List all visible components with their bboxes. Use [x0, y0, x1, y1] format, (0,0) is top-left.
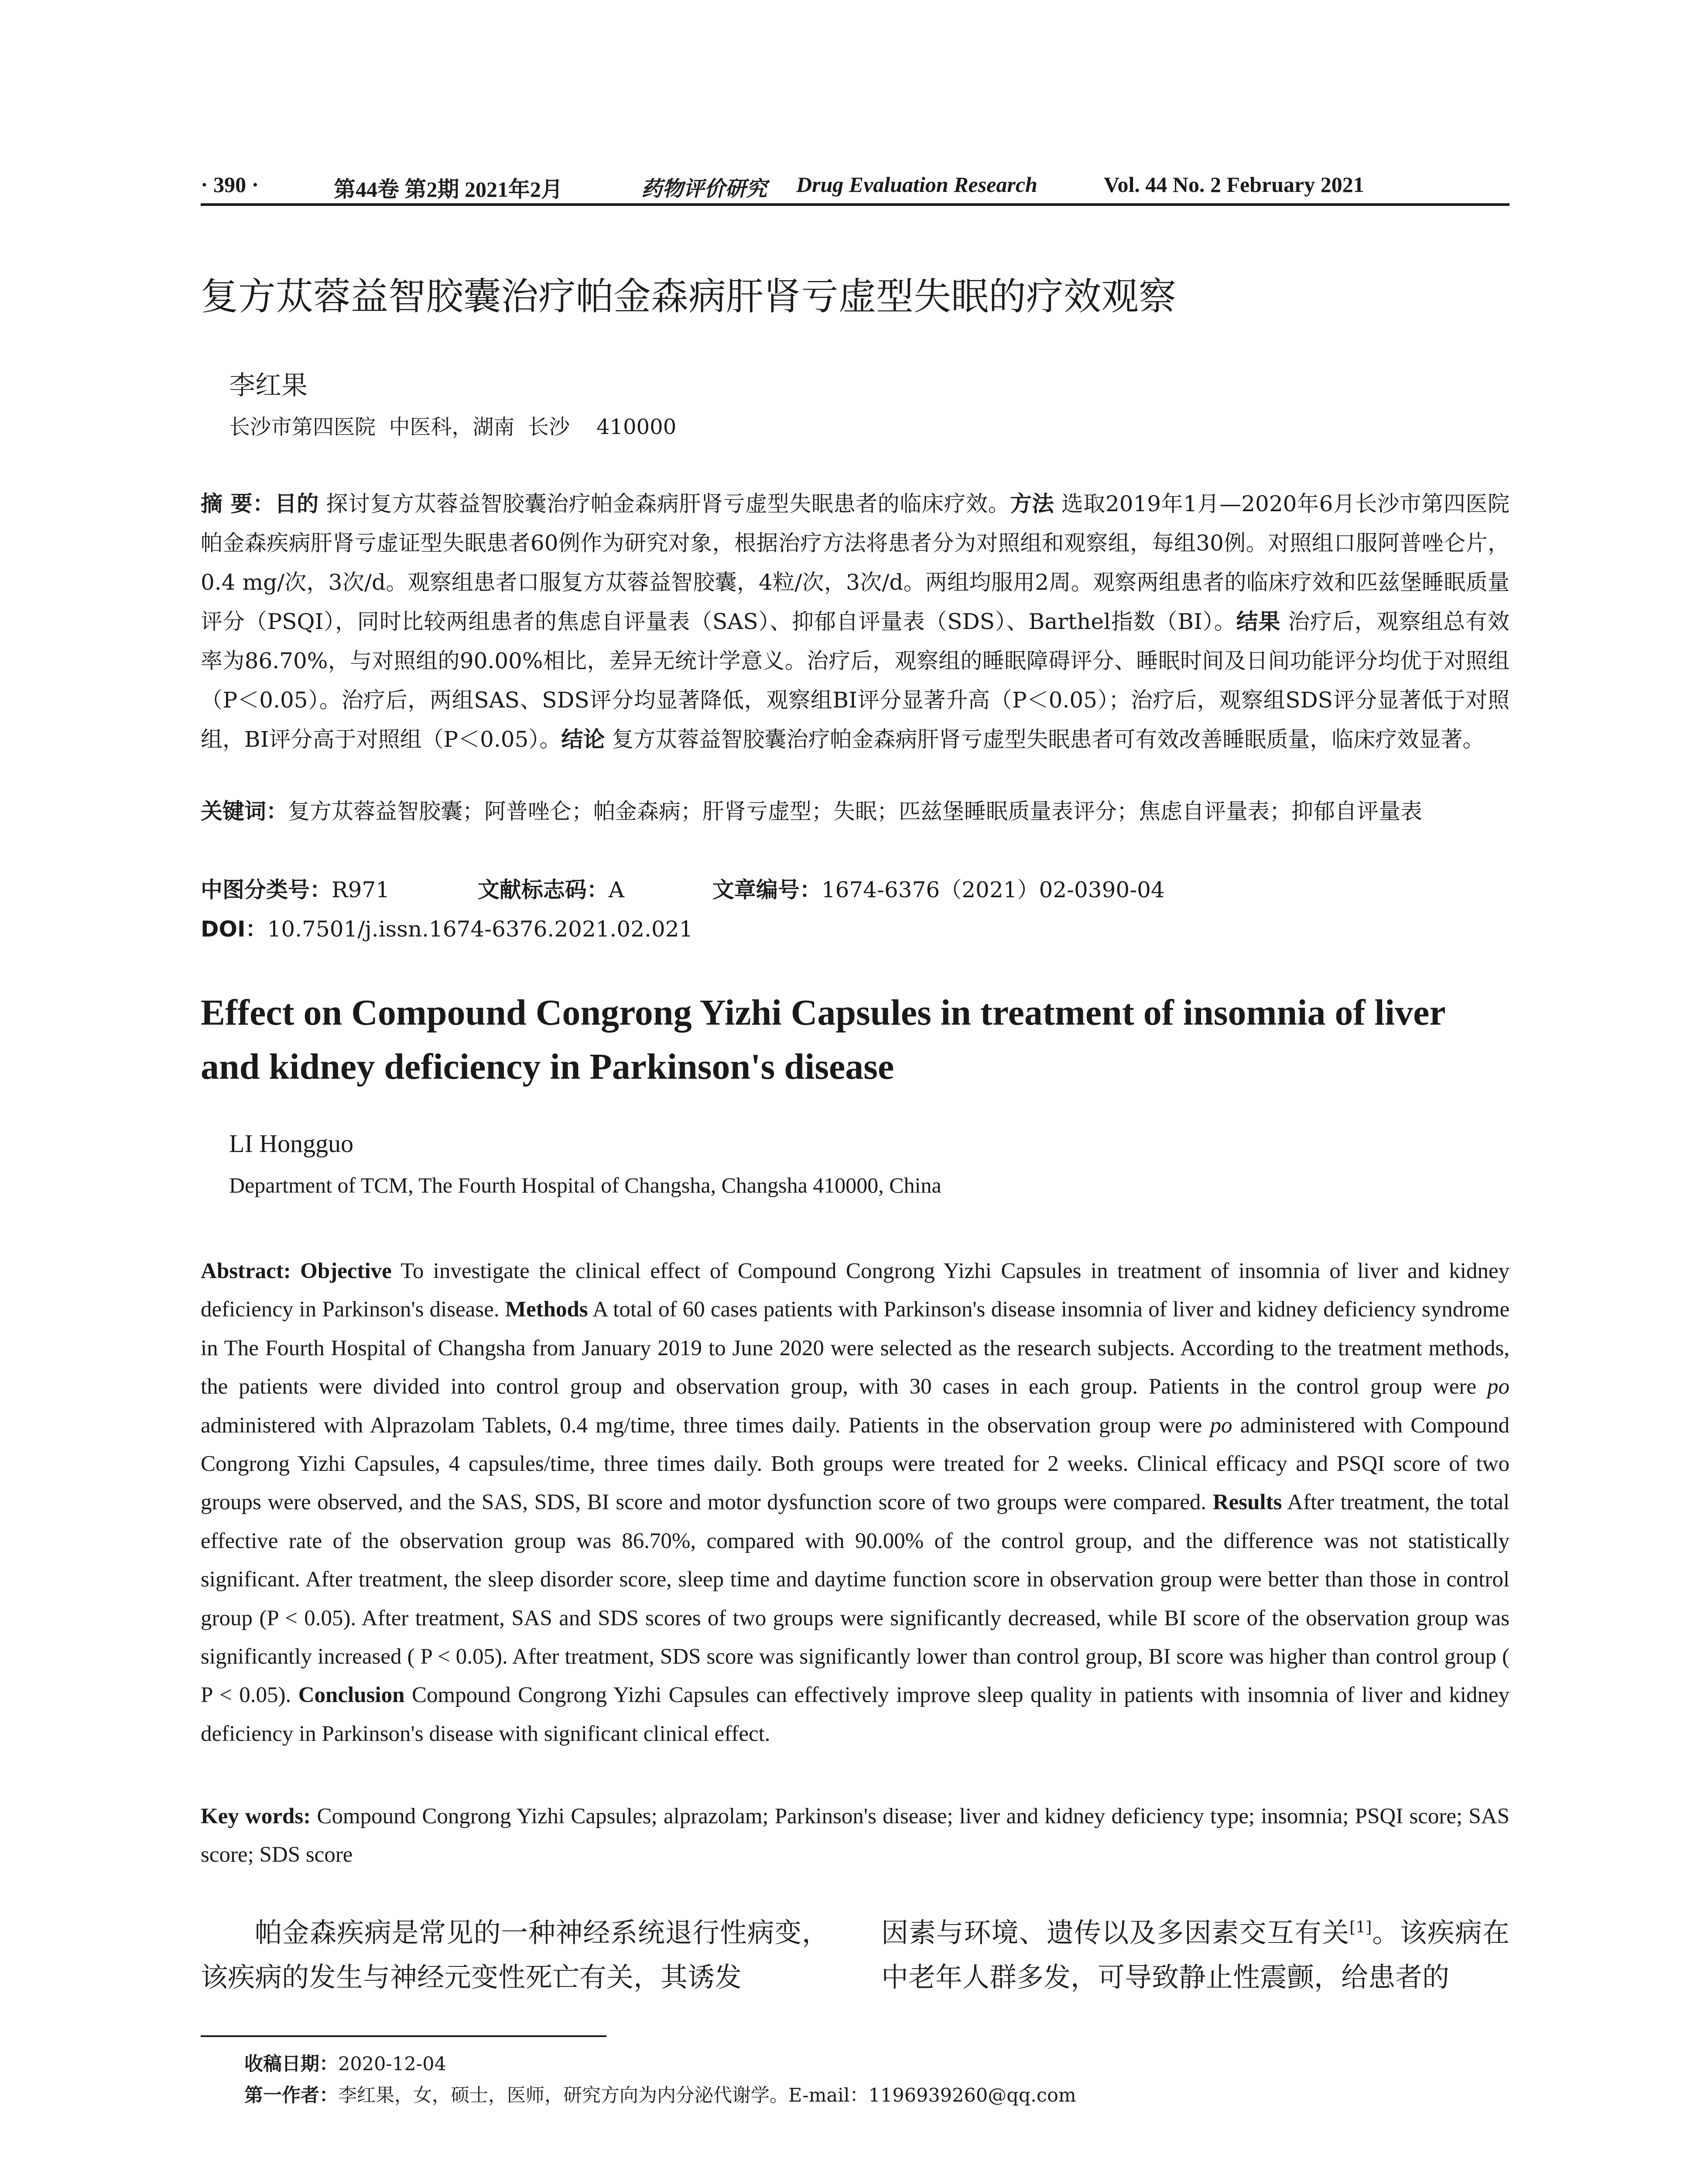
- cn-issue-info: 第44卷 第2期 2021年2月: [334, 177, 563, 202]
- en-keywords-text: Compound Congrong Yizhi Capsules; alprazolam; Parkinson's disease; liver and kidney deficiency type; insomnia; PSQI score; SAS score; SDS score: [201, 1804, 1509, 1867]
- reference-marker[interactable]: [1]: [1349, 1918, 1372, 1937]
- cn-keywords-text: 复方苁蓉益智胶囊；阿普唑仑；帕金森病；肝肾亏虚型；失眠；匹兹堡睡眠质量表评分；焦虑自评量表；抑郁自评量表: [288, 799, 1422, 824]
- cn-objective-label: 目的: [274, 491, 319, 516]
- cn-affiliation: 长沙市第四医院 中医科，湖南 长沙 410000: [229, 415, 677, 439]
- body-text-right-a: 因素与环境、遗传以及多因素交互有关: [881, 1917, 1350, 1949]
- received-date-label: 收稿日期：: [244, 2053, 338, 2075]
- doi-label: DOI：: [201, 916, 267, 942]
- en-methods-part-b: administered with Alprazolam Tablets, 0.4 mg/time, three times daily. Patients in the observation group were: [201, 1413, 1210, 1438]
- body-paragraph-left: 帕金森疾病是常见的一种神经系统退行性病变，该疾病的发生与神经元变性死亡有关，其诱发: [201, 1917, 829, 1993]
- journal-name-en: Drug Evaluation Research: [796, 172, 1037, 197]
- first-author-info: 李红果，女，硕士，医师，研究方向为内分泌代谢学。E-mail：1196939260@qq.com: [338, 2085, 1076, 2106]
- en-methods-label: Methods: [505, 1297, 588, 1322]
- en-abstract: [201, 1252, 1509, 1753]
- en-methods-part-a: A total of 60 cases patients with Parkinson's disease insomnia of liver and kidney deficiency syndrome in The Fourth Hospital of Changsha from January 2019 to June 2020 were selected as the research subjects. According to the treatment methods, the patients were divided into control group and observation group, with 30 cases in each group. Patients in the control group were: [201, 1297, 1509, 1399]
- page-number: · 390 ·: [201, 172, 259, 197]
- footnote-rule: [201, 2035, 606, 2037]
- doc-code-label: 文献标志码：: [477, 877, 609, 902]
- en-objective: To investigate the clinical effect of Compound Congrong Yizhi Capsules in treatment of insomnia of liver and kidney deficiency in Parkinson's disease.: [201, 1259, 1509, 1322]
- cn-keywords-label: 关键词：: [201, 799, 288, 824]
- doc-code-value: A: [608, 877, 625, 902]
- en-keywords: [201, 1797, 1509, 1874]
- en-author: LI Hongguo: [229, 1129, 354, 1158]
- cn-methods: 选取2019年1月—2020年6月长沙市第四医院帕金森疾病肝肾亏虚证型失眠患者60例作为研究对象，根据治疗方法将患者分为对照组和观察组，每组30例。对照组口服阿普唑仑片，0.4 mg/次，3次/d。观察组患者口服复方苁蓉益智胶囊，4粒/次，3次/d。两组均服用2周。观察两组患者的临床疗效和匹兹堡睡眠质量评分（PSQI），同时比较两组患者的焦虑自评量表（SAS）、抑郁自评量表（SDS）、Barthel指数（BI）。: [201, 491, 1509, 634]
- en-abstract-label: Abstract: Objective: [201, 1259, 392, 1283]
- clc-value: R971: [332, 877, 390, 902]
- en-conclusion: Compound Congrong Yizhi Capsules can effectively improve sleep quality in patients with insomnia of liver and kidney deficiency in Parkinson's disease with significant clinical effect.: [201, 1683, 1509, 1746]
- cn-keywords: [201, 792, 1509, 831]
- en-results: After treatment, the total effective rate of the observation group was 86.70%, compared with 90.00% of the control group, and the difference was not statistically significant. After treatment, the sleep disorder score, sleep time and daytime function score in observation group were better than those in control group (P < 0.05). After treatment, SAS and SDS scores of two groups were significantly decreased, while BI score of the observation group was significantly increased ( P < 0.05). After treatment, SDS score was significantly lower than control group, BI score was higher than control group ( P < 0.05).: [201, 1490, 1509, 1708]
- en-conclusion-label: Conclusion: [298, 1683, 405, 1708]
- cn-classification: [201, 870, 1509, 949]
- cn-objective: 探讨复方苁蓉益智胶囊治疗帕金森病肝肾亏虚型失眠患者的临床疗效。: [318, 491, 1010, 516]
- cn-conclusion-label: 结论: [561, 727, 605, 752]
- body-column-right: [881, 1911, 1509, 2000]
- en-po-2: po: [1210, 1413, 1232, 1438]
- cn-results-label: 结果: [1236, 609, 1281, 634]
- cn-abstract: [201, 484, 1509, 759]
- en-title: Effect on Compound Congrong Yizhi Capsules in treatment of insomnia of liver and kidney deficiency in Parkinson's disease: [201, 992, 1445, 1087]
- cn-author: 李红果: [229, 370, 308, 401]
- clc-label: 中图分类号：: [201, 877, 332, 902]
- en-issue-info: Vol. 44 No. 2 February 2021: [1104, 172, 1364, 197]
- cn-title: 复方苁蓉益智胶囊治疗帕金森病肝肾亏虚型失眠的疗效观察: [201, 275, 1176, 318]
- doi-value[interactable]: 10.7501/j.issn.1674-6376.2021.02.021: [267, 916, 693, 942]
- cn-conclusion: 复方苁蓉益智胶囊治疗帕金森病肝肾亏虚型失眠患者可有效改善睡眠质量，临床疗效显著。: [605, 727, 1485, 752]
- en-affiliation: Department of TCM, The Fourth Hospital of Changsha, Changsha 410000, China: [229, 1173, 941, 1197]
- running-header: [201, 166, 1509, 201]
- article-number-label: 文章编号：: [712, 877, 821, 902]
- header-rule: [201, 203, 1509, 206]
- cn-results: 治疗后，观察组总有效率为86.70%，与对照组的90.00%相比，差异无统计学意义。治疗后，观察组的睡眠障碍评分、睡眠时间及日间功能评分均优于对照组（P＜0.05）。治疗后，两组SAS、SDS评分均显著降低，观察组BI评分显著升高（P＜0.05）；治疗后，观察组SDS评分显著低于对照组，BI评分高于对照组（P＜0.05）。: [201, 609, 1510, 752]
- en-results-label: Results: [1212, 1490, 1282, 1515]
- cn-abstract-label: 摘 要：: [201, 491, 275, 516]
- body-column-left: [201, 1911, 829, 2000]
- journal-logo-calligraphy: 药物评价研究: [641, 177, 767, 201]
- footnote: [244, 2048, 1076, 2111]
- en-methods-part-c: administered with Compound Congrong Yizhi Capsules, 4 capsules/time, three times daily. Both groups were treated for 2 weeks. Clinical efficacy and PSQI score of two groups were observed, and the SAS, SDS, BI score and motor dysfunction score of two groups were compared.: [201, 1413, 1509, 1515]
- cn-methods-label: 方法: [1010, 491, 1054, 516]
- first-author-label: 第一作者：: [244, 2085, 338, 2106]
- article-number-value: 1674-6376（2021）02-0390-04: [821, 877, 1165, 902]
- received-date: 2020-12-04: [338, 2053, 446, 2075]
- body-text-right-b: 。该疾病在中老年人群多发，可导致静止性震颤，给患者的: [881, 1917, 1509, 1993]
- en-po-1: po: [1487, 1374, 1509, 1399]
- en-keywords-label: Key words:: [201, 1804, 311, 1829]
